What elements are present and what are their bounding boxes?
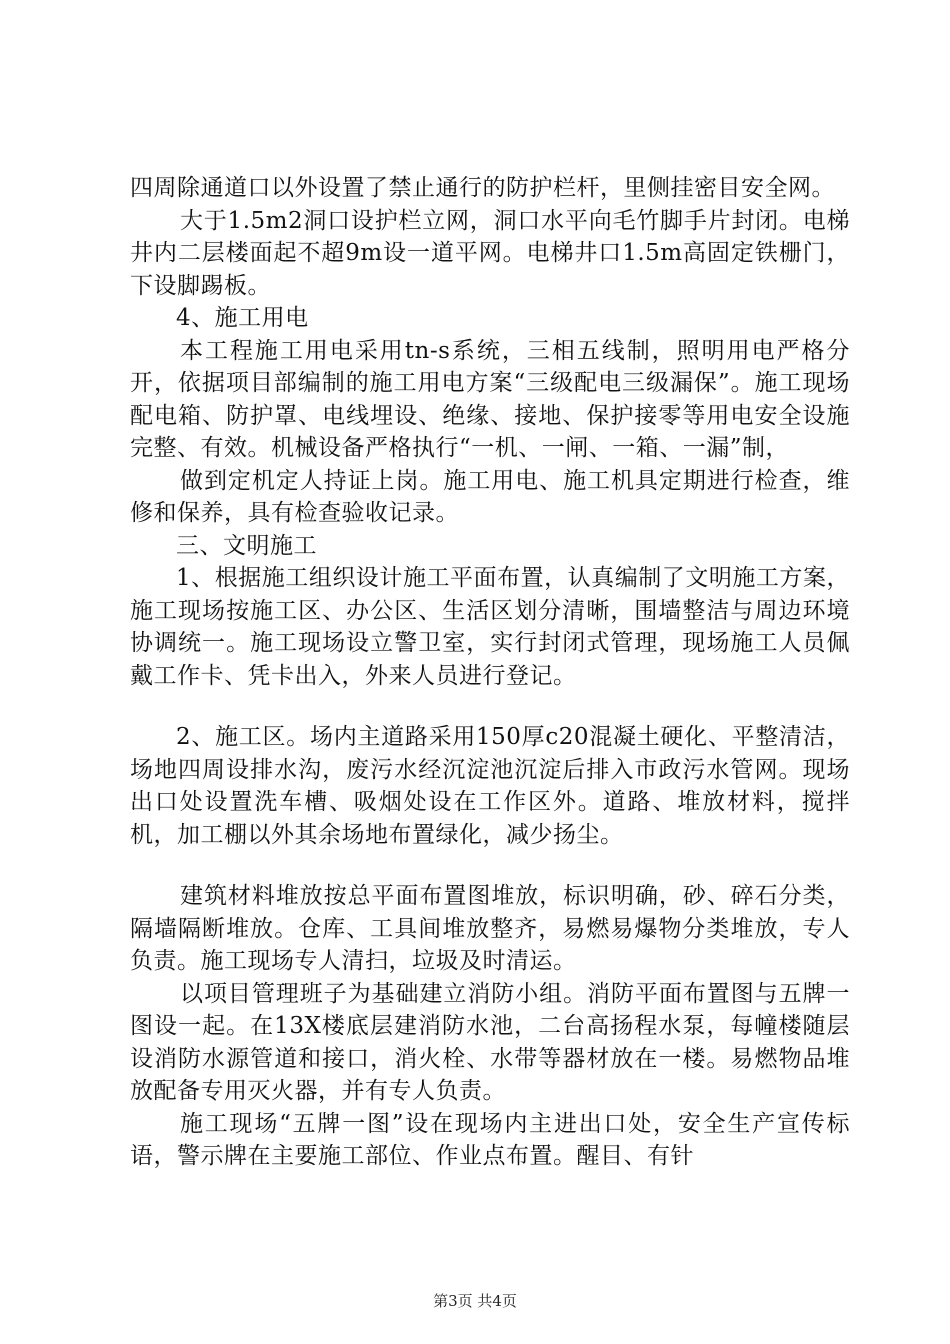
paragraph-site-layout: 1、根据施工组织设计施工平面布置，认真编制了文明施工方案，施工现场按施工区、办公区、生活区划分清晰，围墙整洁与周边环境协调统一。施工现场设立警卫室，实行封闭式管理，现场施工人员佩戴工作卡、凭卡出入，外来人员进行登记。 [130,565,850,689]
paragraph-construction-area: 2、施工区。场内主道路采用150厚c20混凝土硬化、平整清洁，场地四周设排水沟，废污水经沉淀池沉淀后排入市政污水管网。现场出口处设置洗车槽、吸烟处设在工作区外。道路、堆放材料，搅拌机，加工棚以外其余场地布置绿化，减少扬尘。 [130,724,850,848]
paragraph-site-signage: 施工现场“五牌一图”设在现场内主进出口处，安全生产宣传标语，警示牌在主要施工部位、作业点布置。醒目、有针 [130,1110,850,1169]
paragraph-power-inspection: 做到定机定人持证上岗。施工用电、施工机具定期进行检查，维修和保养，具有检查验收记录。 [130,467,850,526]
paragraph-gap [130,692,850,721]
heading-construction-power: 4、施工用电 [176,305,309,331]
paragraph-gap [130,851,850,880]
paragraph-material-storage: 建筑材料堆放按总平面布置图堆放，标识明确，砂、碎石分类，隔墙隔断堆放。仓库、工具间堆放整齐，易燃易爆物分类堆放，专人负责。施工现场专人清扫，垃圾及时清运。 [130,883,850,974]
paragraph-power-system: 本工程施工用电采用tn-s系统，三相五线制，照明用电严格分开，依据项目部编制的施工用电方案“三级配电三级漏保”。施工现场配电箱、防护罩、电线埋设、绝缘、接地、保护接零等用电安全设施完整、有效。机械设备严格执行“一机、一闸、一箱、一漏”制， [130,337,850,461]
paragraph-fire-protection: 以项目管理班子为基础建立消防小组。消防平面布置图与五牌一图设一起。在13X楼底层建消防水池，二台高扬程水泵，每幢楼随层设消防水源管道和接口，消火栓、水带等器材放在一楼。易燃物品堆放配备专用灭火器，并有专人负责。 [130,980,850,1104]
heading-civilized-construction: 三、文明施工 [176,532,317,559]
page-number-footer: 第3页 共4页 [433,1292,517,1310]
paragraph-safety-railing: 四周除通道口以外设置了禁止通行的防护栏杆，里侧挂密目安全网。 [130,175,835,201]
paragraph-openings-protection: 大于1.5m2洞口设护栏立网，洞口水平向毛竹脚手片封闭。电梯井内二层楼面起不超9m设一道平网。电梯井口1.5m高固定铁栅门，下设脚踢板。 [130,207,850,299]
document-body [130,172,850,1173]
